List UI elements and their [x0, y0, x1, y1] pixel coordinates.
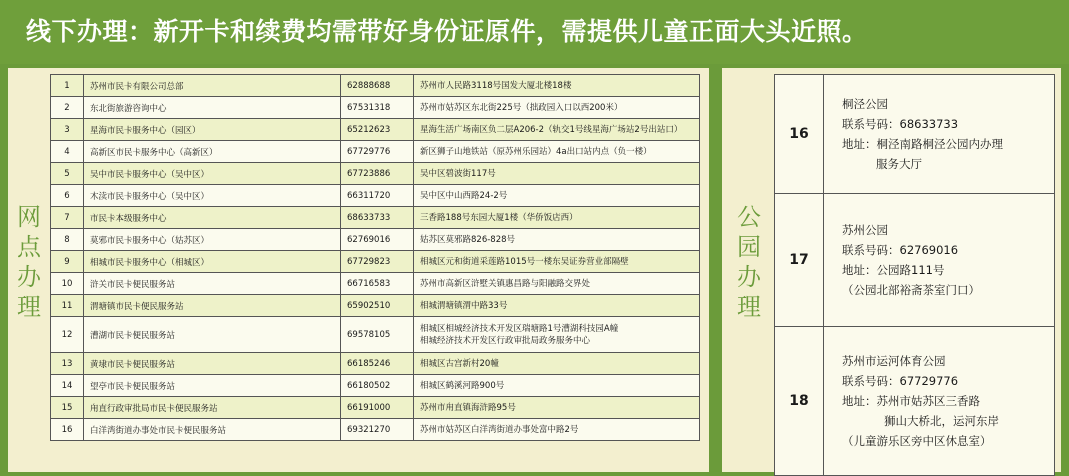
park-table [774, 74, 1055, 476]
outlet-address [414, 185, 700, 207]
outlet-name: 木渎市民卡服务中心（吴中区） [84, 185, 341, 207]
table-row [51, 97, 700, 119]
table-row [51, 185, 700, 207]
label-char: 点 [17, 233, 41, 261]
outlet-phone: 66185246 [341, 353, 414, 375]
outlet-address [414, 273, 700, 295]
label-char: 理 [17, 293, 41, 321]
table-row [51, 353, 700, 375]
outlet-table [50, 74, 700, 441]
address-line: 相城区相城经济技术开发区瑞塘路1号漕湖科技园A幢 [420, 323, 619, 334]
table-row [51, 251, 700, 273]
outlet-phone: 65212623 [341, 119, 414, 141]
row-index: 4 [51, 141, 84, 163]
address-line: 苏州市姑苏区白洋湾街道办事处富中路2号 [420, 424, 579, 435]
outlet-name: 渭塘镇市民卡便民服务站 [84, 295, 341, 317]
outlet-name: 漕湖市民卡便民服务站 [84, 317, 341, 353]
park-number: 17 [775, 194, 824, 327]
row-index: 1 [51, 75, 84, 97]
table-row [51, 163, 700, 185]
outlet-phone: 67729776 [341, 141, 414, 163]
panel-divider [709, 68, 722, 472]
park-detail-line: 联系号码：62769016 [842, 243, 959, 257]
table-row [51, 317, 700, 353]
park-row [775, 327, 1055, 476]
row-index: 5 [51, 163, 84, 185]
address-line: 相城区元和街道采莲路1015号一楼东吴证券营业部隔壁 [420, 256, 629, 267]
park-number: 18 [775, 327, 824, 476]
outlet-name: 白洋湾街道办事处市民卡便民服务站 [84, 419, 341, 441]
outlet-name: 黄埭市民卡便民服务站 [84, 353, 341, 375]
outlet-name: 东北街旅游咨询中心 [84, 97, 341, 119]
outlet-phone: 66716583 [341, 273, 414, 295]
table-row [51, 229, 700, 251]
row-index: 16 [51, 419, 84, 441]
outlet-address [414, 375, 700, 397]
outlet-name: 相城市民卡服务中心（相城区） [84, 251, 341, 273]
outlet-name: 吴中市民卡服务中心（吴中区） [84, 163, 341, 185]
outlet-section-label [14, 202, 44, 322]
outlet-address [414, 419, 700, 441]
park-detail-line: （儿童游乐区旁中区休息室） [842, 434, 992, 448]
label-char: 网 [17, 203, 41, 231]
park-name: 苏州市运河体育公园 [842, 354, 946, 368]
table-row [51, 75, 700, 97]
outlet-phone: 62888688 [341, 75, 414, 97]
row-index: 15 [51, 397, 84, 419]
park-info [824, 194, 1055, 327]
address-line: 吴中区中山西路24-2号 [420, 190, 508, 201]
outlet-address [414, 141, 700, 163]
park-detail-line: （公园北部裕斋茶室门口） [842, 283, 980, 297]
outlet-name: 高新区市民卡服务中心（高新区） [84, 141, 341, 163]
park-row [775, 194, 1055, 327]
park-detail-line: 狮山大桥北，运河东岸 [884, 414, 999, 428]
outlet-phone: 67723886 [341, 163, 414, 185]
outlet-panel [8, 68, 709, 472]
outlet-name: 市民卡本级服务中心 [84, 207, 341, 229]
outlet-phone: 68633733 [341, 207, 414, 229]
address-line: 相城区古宫新村20幢 [420, 358, 499, 369]
park-detail-line: 联系号码：68633733 [842, 117, 959, 131]
park-row [775, 75, 1055, 194]
outlet-address [414, 97, 700, 119]
outlet-address [414, 251, 700, 273]
outlet-address [414, 119, 700, 141]
address-line: 苏州市甪直镇海浒路95号 [420, 402, 516, 413]
park-detail-line: 地址：苏州市姑苏区三香路 [842, 394, 980, 408]
row-index: 6 [51, 185, 84, 207]
row-index: 7 [51, 207, 84, 229]
address-line: 相城区鹤溪河路900号 [420, 380, 505, 391]
table-row [51, 375, 700, 397]
table-row [51, 119, 700, 141]
park-name: 桐泾公园 [842, 97, 888, 111]
address-line: 星海生活广场南区负二层A206-2（轨交1号线星海广场站2号出站口） [420, 124, 683, 135]
outlet-phone: 66311720 [341, 185, 414, 207]
address-line: 吴中区碧波街117号 [420, 168, 496, 179]
park-detail-line: 联系号码：67729776 [842, 374, 959, 388]
outlet-name: 甪直行政审批局市民卡便民服务站 [84, 397, 341, 419]
park-detail-line: 地址：公园路111号 [842, 263, 945, 277]
outlet-phone: 62769016 [341, 229, 414, 251]
address-line: 相城渭塘镇渭中路33号 [420, 300, 508, 311]
outlet-phone: 65902510 [341, 295, 414, 317]
table-row [51, 273, 700, 295]
outlet-address [414, 229, 700, 251]
table-row [51, 397, 700, 419]
row-index: 14 [51, 375, 84, 397]
park-detail-line: 服务大厅 [876, 157, 922, 171]
header-banner [0, 0, 1069, 64]
table-row [51, 207, 700, 229]
address-line: 三香路188号东园大厦1楼（华侨饭店西） [420, 212, 578, 223]
row-index: 3 [51, 119, 84, 141]
outlet-name: 莫邪市民卡服务中心（姑苏区） [84, 229, 341, 251]
park-panel [722, 68, 1061, 472]
label-char: 园 [737, 233, 761, 261]
outlet-phone: 67531318 [341, 97, 414, 119]
outlet-address [414, 353, 700, 375]
row-index: 10 [51, 273, 84, 295]
outlet-address [414, 295, 700, 317]
row-index: 12 [51, 317, 84, 353]
outlet-name: 浒关市民卡便民服务站 [84, 273, 341, 295]
outlet-name: 苏州市民卡有限公司总部 [84, 75, 341, 97]
outlet-address [414, 163, 700, 185]
outlet-address [414, 397, 700, 419]
table-row [51, 295, 700, 317]
outlet-name: 望亭市民卡便民服务站 [84, 375, 341, 397]
table-row [51, 419, 700, 441]
row-index: 9 [51, 251, 84, 273]
address-line: 苏州市高新区浒墅关镇惠昌路与阳融路交界处 [420, 278, 591, 289]
park-info [824, 75, 1055, 194]
row-index: 13 [51, 353, 84, 375]
table-row [51, 141, 700, 163]
row-index: 2 [51, 97, 84, 119]
row-index: 11 [51, 295, 84, 317]
outlet-phone: 69578105 [341, 317, 414, 353]
page-title: 线下办理：新开卡和续费均需带好身份证原件，需提供儿童正面大头近照。 [26, 17, 868, 46]
address-line: 苏州市姑苏区东北街225号（拙政园入口以西200米） [420, 102, 623, 113]
park-section-label [734, 202, 764, 322]
address-line: 新区狮子山地铁站（原苏州乐园站）4a出口站内点（负一楼） [420, 146, 652, 157]
outlet-phone: 67729823 [341, 251, 414, 273]
label-char: 办 [17, 263, 41, 291]
address-line: 相城经济技术开发区行政审批局政务服务中心 [420, 335, 591, 346]
row-index: 8 [51, 229, 84, 251]
label-char: 办 [737, 263, 761, 291]
park-info [824, 327, 1055, 476]
address-line: 苏州市人民路3118号国发大厦北楼18楼 [420, 80, 572, 91]
outlet-address [414, 317, 700, 353]
outlet-address [414, 75, 700, 97]
park-detail-line: 地址：桐泾南路桐泾公园内办理 [842, 137, 1003, 151]
label-char: 公 [737, 203, 761, 231]
outlet-address [414, 207, 700, 229]
park-number: 16 [775, 75, 824, 194]
outlet-phone: 66180502 [341, 375, 414, 397]
outlet-phone: 66191000 [341, 397, 414, 419]
address-line: 姑苏区莫邪路826-828号 [420, 234, 516, 245]
label-char: 理 [737, 293, 761, 321]
outlet-phone: 69321270 [341, 419, 414, 441]
outlet-name: 星海市民卡服务中心（园区） [84, 119, 341, 141]
park-name: 苏州公园 [842, 223, 888, 237]
